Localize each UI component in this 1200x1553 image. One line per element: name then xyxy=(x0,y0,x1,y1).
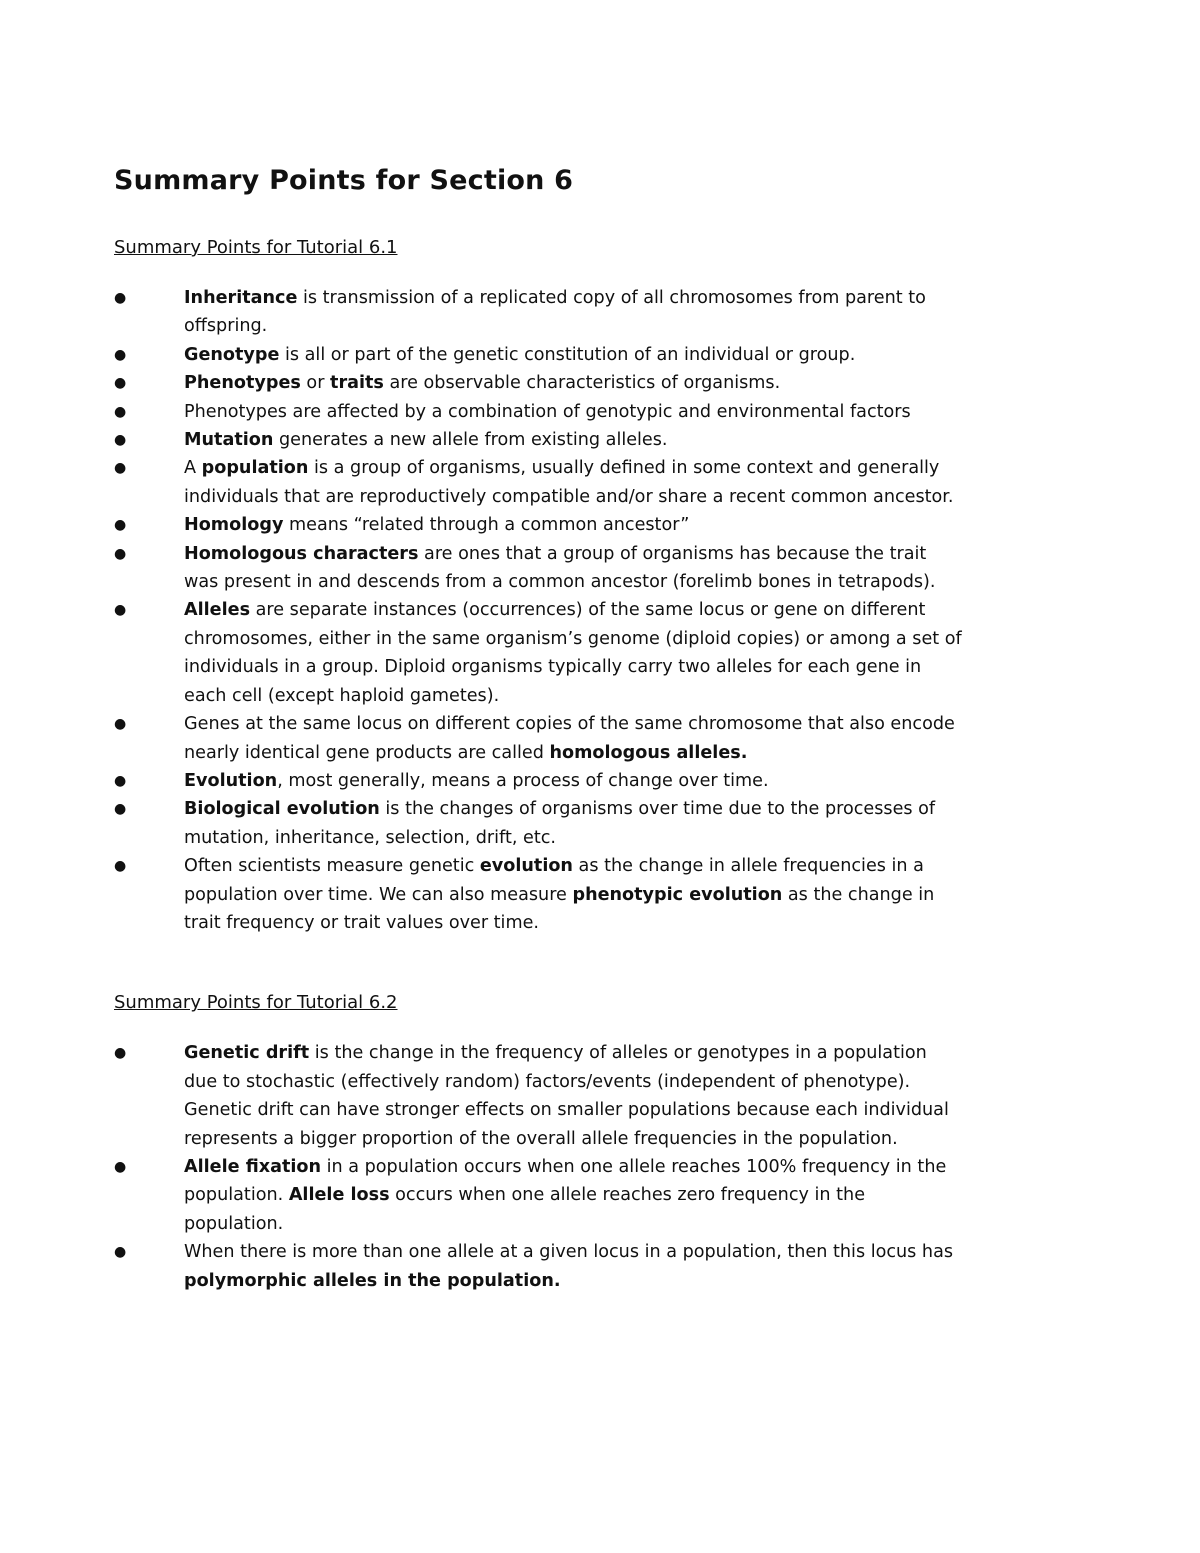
list-item xyxy=(114,767,964,795)
bullet-icon: ● xyxy=(114,545,127,562)
bold-term: Homologous characters xyxy=(184,543,419,564)
list-item xyxy=(114,398,964,426)
bullet-icon: ● xyxy=(114,290,127,306)
item-text: is the change in the frequency of alleles or genotypes in a population due to stochastic (effectively random) factors/events (independent of phenotype). Genetic drift can have stronger effects on smaller populations because each individual represents a bigger proportion of the overall allele frequencies in the population. xyxy=(184,1043,949,1149)
bold-term: Alleles xyxy=(184,600,251,621)
item-text: generates a new allele from existing alleles. xyxy=(273,430,668,451)
bullet-icon: ● xyxy=(114,772,127,789)
list-item xyxy=(114,454,964,511)
item-text: means “related through a common ancestor” xyxy=(283,515,690,536)
item-text: occurs when one allele reaches zero frequency in the population. xyxy=(184,1185,866,1234)
item-text: Often scientists measure genetic xyxy=(184,856,480,877)
bold-term: Phenotypes xyxy=(184,373,301,394)
bullet-icon: ● xyxy=(114,602,127,619)
item-text: When there is more than one allele at a given locus in a population, then this locus has xyxy=(184,1242,954,1263)
bullet-icon: ● xyxy=(114,858,127,875)
bold-term: Inheritance xyxy=(184,288,298,308)
item-text: as the change in allele frequencies in a population over time. We can also measure xyxy=(184,856,924,905)
list-item xyxy=(114,1238,964,1295)
bullet-icon: ● xyxy=(114,517,127,534)
list-item xyxy=(114,1153,964,1238)
bullet-icon: ● xyxy=(114,1158,127,1175)
list-item xyxy=(114,710,964,767)
list-item xyxy=(114,795,964,852)
list-item xyxy=(114,369,964,397)
list-item xyxy=(114,284,964,341)
item-text: are separate instances (occurrences) of the same locus or gene on different chromosomes, either in the same organism’s genome (diploid copies) or among a set of individuals in a group. Diploid organisms typically carry two alleles for each gene in each cell (except haploid gametes). xyxy=(184,600,962,706)
list-item xyxy=(114,511,964,539)
list-item xyxy=(114,1039,964,1153)
bold-term: homologous alleles. xyxy=(549,742,748,763)
summary-list xyxy=(114,1039,964,1295)
bold-term: Allele loss xyxy=(288,1185,390,1206)
bold-term: traits xyxy=(330,373,384,394)
bullet-icon: ● xyxy=(114,1045,127,1062)
bullet-icon: ● xyxy=(114,716,127,733)
item-text: is all or part of the genetic constitution of an individual or group. xyxy=(279,344,856,365)
bold-term: Genotype xyxy=(184,344,280,365)
bold-term: Homology xyxy=(184,515,284,536)
bold-term: Mutation xyxy=(184,430,274,451)
item-text: in a population occurs when one allele reaches 100% frequency in the population. xyxy=(184,1156,947,1206)
item-text: as the change in trait frequency or trait values over time. xyxy=(184,884,935,933)
item-text: Genes at the same locus on different copies of the same chromosome that also encode nearly identical gene products are called xyxy=(184,714,955,763)
bold-term: Biological evolution xyxy=(184,799,380,820)
item-text: Phenotypes are affected by a combination of genotypic and environmental factors xyxy=(184,401,911,422)
bullet-icon: ● xyxy=(114,346,127,363)
section-heading: Summary Points for Tutorial 6.2 xyxy=(114,992,398,1014)
list-item xyxy=(114,426,964,454)
bullet-icon: ● xyxy=(114,1244,127,1261)
bold-term: Evolution xyxy=(184,770,278,791)
list-item xyxy=(114,596,964,710)
list-item xyxy=(114,540,964,597)
bold-term: Allele fixation xyxy=(184,1156,322,1177)
bold-term: population xyxy=(201,458,309,479)
section-tutorial-6-2 xyxy=(114,989,1200,1295)
item-text: , most generally, means a process of change over time. xyxy=(277,770,769,791)
list-item xyxy=(114,341,964,369)
item-text: is a group of organisms, usually defined in some context and generally individuals that are reproductively compatible and/or share a recent common ancestor. xyxy=(184,458,954,507)
bullet-icon: ● xyxy=(114,403,127,420)
item-text: or xyxy=(300,373,331,394)
item-text: are ones that a group of organisms has because the trait was present in and descends from a common ancestor (forelimb bones in tetrapods). xyxy=(184,543,936,593)
bold-term: evolution xyxy=(479,856,573,877)
item-text: is transmission of a replicated copy of all chromosomes from parent to offspring. xyxy=(184,288,926,337)
item-text: are observable characteristics of organisms. xyxy=(383,373,781,394)
section-heading: Summary Points for Tutorial 6.1 xyxy=(114,237,398,258)
bullet-icon: ● xyxy=(114,375,127,392)
bullet-icon: ● xyxy=(114,801,127,818)
item-text: is the changes of organisms over time due to the processes of mutation, inheritance, selection, drift, etc. xyxy=(184,799,936,848)
bold-term: Genetic drift xyxy=(184,1043,310,1064)
bold-term: polymorphic alleles in the population. xyxy=(184,1270,561,1291)
page-title: Summary Points for Section 6 xyxy=(114,165,574,196)
section-tutorial-6-1 xyxy=(114,234,1200,937)
bullet-icon: ● xyxy=(114,432,127,449)
bold-term: phenotypic evolution xyxy=(572,884,783,905)
list-item xyxy=(114,852,964,937)
item-text: A xyxy=(184,458,202,479)
summary-list xyxy=(114,284,964,937)
bullet-icon: ● xyxy=(114,460,127,477)
